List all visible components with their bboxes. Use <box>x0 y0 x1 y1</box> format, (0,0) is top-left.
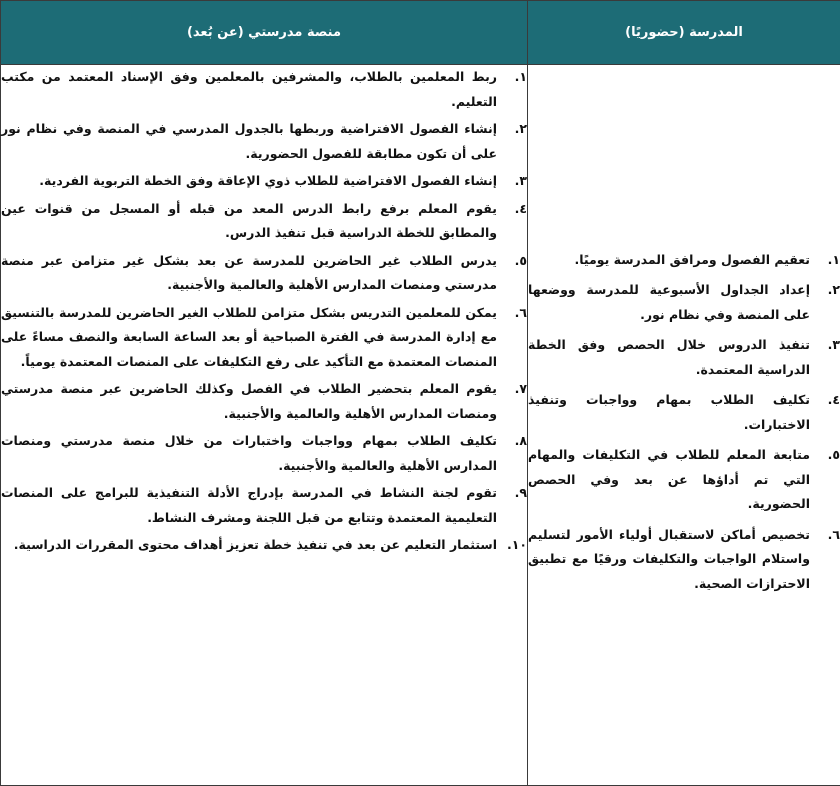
item-text: تنفيذ الدروس خلال الحصص وفق الخطة الدراسية المعتمدة. <box>528 337 810 377</box>
item-text: استثمار التعليم عن بعد في تنفيذ خطة تعزيز أهداف محتوى المقررات الدراسية. <box>13 537 497 552</box>
item-number: ٦. <box>827 526 840 542</box>
item-number: ٤. <box>514 200 527 216</box>
item-text: تقوم لجنة النشاط في المدرسة بإدراج الأدلة التنفيذية للبرامج على المنصات التعليمية المعتمدة وتتابع من قبل اللجنة ومشرف النشاط. <box>1 485 497 525</box>
school-list <box>528 248 840 597</box>
item-number: ٩. <box>514 485 527 500</box>
item-number: ٢. <box>514 121 527 136</box>
list-item <box>1 117 527 166</box>
item-text: إعداد الجداول الأسبوعية للمدرسة ووضعها على المنصة وفي نظام نور. <box>528 282 810 322</box>
item-text: يقوم المعلم برفع رابط الدرس المعد من قبله أو المسجل من قنوات عين والمطابق للخطة الدراسية قبل تنفيذ الدرس. <box>1 200 497 240</box>
list-item <box>528 333 840 382</box>
list-item <box>1 301 527 375</box>
item-number: ٣. <box>827 337 840 353</box>
item-number: ٢. <box>827 282 840 298</box>
list-item <box>528 443 840 517</box>
item-number: ١. <box>514 69 527 84</box>
item-text: تكليف الطلاب بمهام وواجبات واختبارات من خلال منصة مدرستي ومنصات المدارس الأهلية والعالمية والأجنبية. <box>1 433 497 473</box>
list-item <box>1 197 527 246</box>
item-number: ٥. <box>827 447 840 463</box>
item-number: ٨. <box>514 433 527 448</box>
list-item <box>528 388 840 437</box>
item-number: ٧. <box>514 381 527 396</box>
item-text: متابعة المعلم للطلاب في التكليفات والمهام التي تم أداؤها عن بعد وفي الحصص الحضورية. <box>528 447 810 512</box>
item-text: إنشاء الفصول الافتراضية وربطها بالجدول المدرسي في المنصة وفي نظام نور على أن تكون مطابقة للفصول الحضورية. <box>1 121 497 161</box>
list-item <box>1 169 527 194</box>
item-number: ١. <box>827 251 840 267</box>
list-item <box>1 249 527 298</box>
list-item <box>1 65 527 114</box>
item-number: ٥. <box>514 252 527 268</box>
item-text: تخصيص أماكن لاستقبال أولياء الأمور لتسليم واستلام الواجبات والتكليفات ورقيًا مع تطبيق الاحترازات الصحية. <box>528 526 810 591</box>
content-row <box>1 65 840 786</box>
list-item <box>528 248 840 273</box>
list-item <box>528 523 840 597</box>
remote-list <box>1 65 527 558</box>
school-column <box>528 65 840 786</box>
item-number: ٤. <box>827 392 840 408</box>
item-text: تكليف الطلاب بمهام وواجبات وتنفيذ الاختبارات. <box>528 392 810 432</box>
item-number: ٦. <box>514 304 527 320</box>
remote-column <box>1 65 528 786</box>
list-item <box>1 481 527 530</box>
item-number: ٣. <box>514 173 527 188</box>
header-school: المدرسة (حضوريًا) <box>528 1 840 65</box>
item-text: يمكن للمعلمين التدريس بشكل متزامن للطلاب الغير الحاضرين للمدرسة بالتنسيق مع إدارة المدرسة في الفترة الصباحية أو بعد الساعة السابعة والنصف مساءً على المنصات المعتمدة مع التأكيد على رفع التكليفات على المنصات المعتمدة يومياً. <box>1 304 497 369</box>
list-item <box>528 278 840 327</box>
list-item <box>1 533 527 558</box>
header-remote: منصة مدرستي (عن بُعد) <box>1 1 528 65</box>
list-item <box>1 429 527 478</box>
item-number: ١٠. <box>506 537 527 552</box>
item-text: يدرس الطلاب غير الحاضرين للمدرسة عن بعد بشكل غير متزامن عبر منصة مدرستي ومنصات المدارس الأهلية والعالمية والأجنبية. <box>1 252 497 292</box>
item-text: يقوم المعلم بتحضير الطلاب في الفصل وكذلك الحاضرين عبر منصة مدرستي ومنصات المدارس الأهلية والعالمية والأجنبية. <box>1 381 497 421</box>
header-row <box>1 1 840 65</box>
item-text: ربط المعلمين بالطلاب، والمشرفين بالمعلمين وفق الإسناد المعتمد من مكتب التعليم. <box>1 69 497 109</box>
list-item <box>1 377 527 426</box>
item-text: إنشاء الفصول الافتراضية للطلاب ذوي الإعاقة وفق الخطة التربوية الفردية. <box>39 173 497 188</box>
item-text: تعقيم الفصول ومرافق المدرسة يوميًا. <box>574 251 810 267</box>
